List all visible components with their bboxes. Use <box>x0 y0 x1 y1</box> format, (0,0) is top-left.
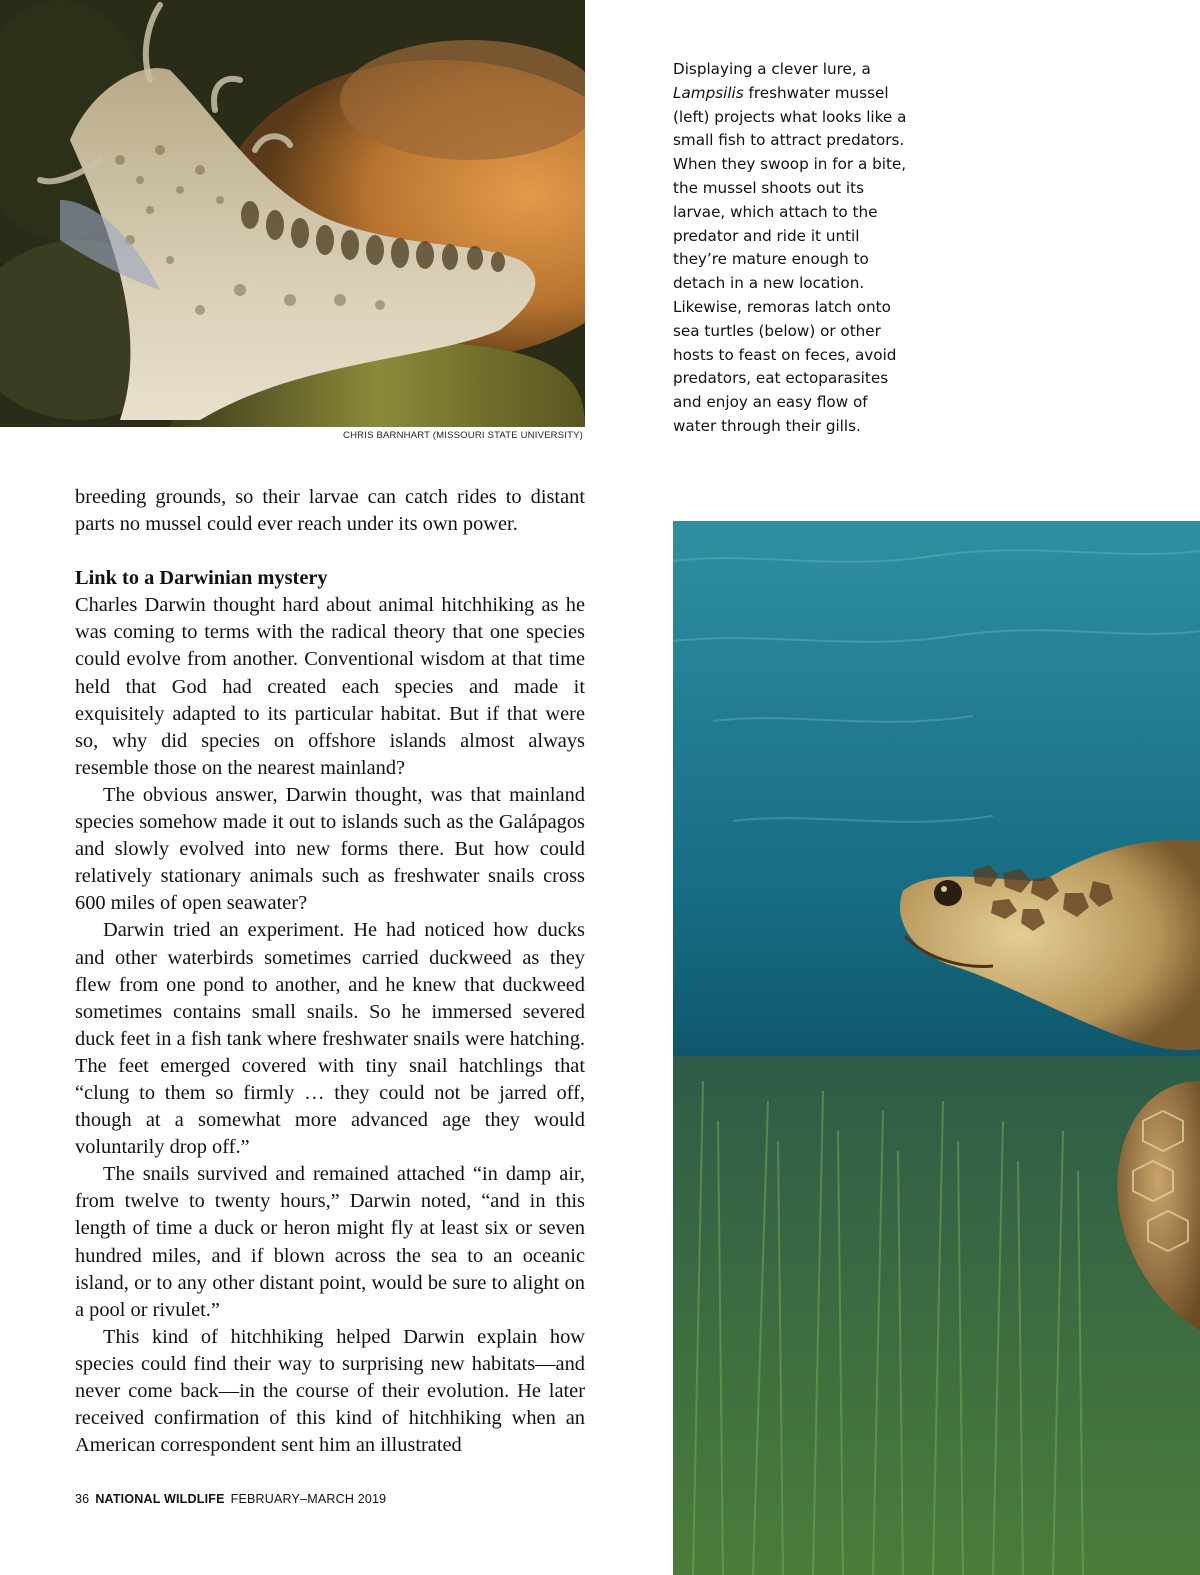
paragraph: The obvious answer, Darwin thought, was that mainland species somehow made it out to islands such as the Galápagos and slowly evolved into new forms there. But how could relatively stationary animals such as freshwater snails cross 600 miles of open seawater? <box>75 783 585 915</box>
caption-intro: Displaying a clever lure, a <box>673 60 871 78</box>
paragraph: Darwin tried an experiment. He had noticed how ducks and other waterbirds sometimes carried duckweed as they flew from one pond to another, and he knew that duckweed sometimes contains small snails. So he immersed severed duck feet in a fish tank where freshwater snails were hatching. The feet emerged covered with tiny snail hatchlings that “clung to them so firmly … they could not be jarred off, though at a somewhat more advanced age they would voluntarily drop off.” <box>75 919 585 1159</box>
turtle-illustration <box>673 521 1200 1575</box>
article-body <box>75 484 585 1459</box>
photo-credit: CHRIS BARNHART (MISSOURI STATE UNIVERSITY) <box>343 430 583 441</box>
page-footer <box>75 1492 386 1506</box>
mussel-illustration <box>0 0 585 427</box>
paragraph: The snails survived and remained attached “in damp air, from twelve to twenty hours,” Darwin noted, “and in this length of time a duck or heron might fly at least six or seven hundred miles, and if blown across the sea to an oceanic island, or to any other distant point, would be sure to alight on a pool or rivulet.” <box>75 1163 585 1321</box>
caption-text: freshwater mussel (left) projects what looks like a small fish to attract predators. When they swoop in for a bite, the mussel shoots out its larvae, which attach to the predator and ride it until they’re mature enough to detach in a new location. Likewise, remoras latch onto sea turtles (below) or other hosts to feast on feces, avoid predators, eat ectoparasites and enjoy an easy flow of water through their gills. <box>673 83 907 435</box>
issue-date: FEBRUARY–MARCH 2019 <box>230 1492 387 1506</box>
mussel-photo <box>0 0 585 427</box>
page-number: 36 <box>75 1492 90 1506</box>
publication-name: NATIONAL WILDLIFE <box>95 1492 225 1506</box>
turtle-photo <box>673 521 1200 1575</box>
paragraph: This kind of hitchhiking helped Darwin explain how species could find their way to surprising new habitats—and never come back—in the course of their evolution. He later received confirmation of this kind of hitchhiking when an American correspondent sent him an illustrated <box>75 1325 585 1457</box>
paragraph-continued: breeding grounds, so their larvae can catch rides to distant parts no mussel could ever reach under its own power. <box>75 486 585 536</box>
section-heading: Link to a Darwinian mystery <box>75 567 328 590</box>
caption-species: Lampsilis <box>673 83 744 102</box>
photo-caption <box>673 58 913 439</box>
paragraph: Charles Darwin thought hard about animal hitchhiking as he was coming to terms with the radical theory that one species could evolve from another. Conventional wisdom at that time held that God had created each species and made it exquisitely adapted to its particular habitat. But if that were so, why did species on offshore islands almost always resemble those on the nearest mainland? <box>75 594 585 779</box>
